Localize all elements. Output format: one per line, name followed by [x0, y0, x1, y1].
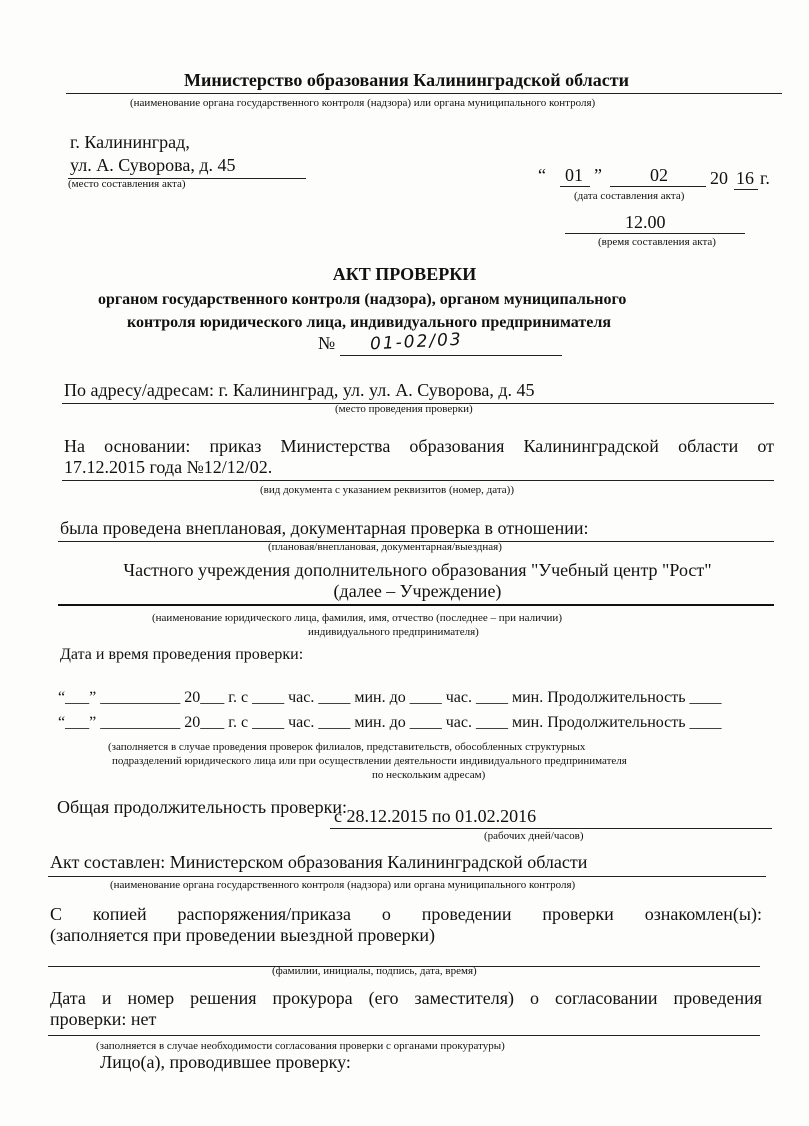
place-city: г. Калининград, [70, 132, 190, 152]
entity-underline [58, 604, 774, 606]
time-caption: (время составления акта) [598, 236, 716, 248]
duration-label: Общая продолжительность проверки: [57, 797, 347, 817]
inspection-address: По адресу/адресам: г. Калининград, ул. ул. А. Суворова, д. 45 [64, 380, 535, 400]
duration-caption: (рабочих дней/часов) [484, 830, 584, 842]
entity-name: Частного учреждения дополнительного образования "Учебный центр "Рост" [123, 560, 712, 580]
act-number-label: № [318, 333, 336, 353]
entity-caption-line1: (наименование юридического лица, фамилия, имя, отчество (последнее – при наличии) [152, 612, 562, 624]
ministry-underline [66, 93, 782, 94]
prosecutor-decision-line1: Дата и номер решения прокурора (его заместителя) о согласовании проведения [50, 988, 762, 1008]
datetime-caption-line3: по нескольким адресам) [372, 769, 486, 781]
date-month-underline [610, 186, 706, 187]
basis-line2: 17.12.2015 года №12/12/02. [64, 457, 273, 477]
place-street: ул. А. Суворова, д. 45 [70, 155, 236, 175]
datetime-caption-line1: (заполняется в случае проведения проверок филиалов, представительств, обособленных структурных [108, 741, 586, 753]
compiled-by-caption: (наименование органа государственного контроля (надзора) или органа муниципального контроля) [110, 879, 576, 891]
date-day: 01 [565, 165, 583, 185]
basis-caption: (вид документа с указанием реквизитов (номер, дата)) [260, 484, 514, 496]
duration-value: с 28.12.2015 по 01.02.2016 [334, 806, 537, 826]
date-caption: (дата составления акта) [574, 190, 685, 202]
datetime-caption-line2: подразделений юридического лица или при осуществлении деятельности индивидуального предпринимателя [112, 755, 627, 767]
date-open-quote: “ [538, 165, 546, 185]
inspection-type-caption: (плановая/внеплановая, документарная/выездная) [268, 541, 502, 553]
prosecutor-decision-underline [48, 1035, 760, 1036]
time-value: 12.00 [625, 212, 666, 232]
date-day-underline [560, 186, 590, 187]
prosecutor-decision-line2: проверки: нет [50, 1009, 157, 1029]
copy-acknowledgement-caption: (фамилии, инициалы, подпись, дата, время) [272, 965, 477, 977]
date-year-suffix: 16 [736, 168, 754, 188]
prosecutor-decision-caption: (заполняется в случае необходимости согласования проверки с органами прокуратуры) [96, 1040, 505, 1052]
datetime-label: Дата и время проведения проверки: [60, 646, 304, 663]
compiled-by-underline [48, 876, 766, 877]
date-year-prefix: 20 [710, 168, 728, 188]
inspector-label: Лицо(а), проводившее проверку: [100, 1052, 351, 1072]
time-underline [565, 233, 745, 234]
duration-underline [330, 828, 772, 829]
basis-line1: На основании: приказ Министерства образования Калининградской области от [64, 436, 774, 456]
entity-short-name: (далее – Учреждение) [333, 581, 502, 601]
ministry-caption: (наименование органа государственного контроля (надзора) или органа муниципального контроля) [130, 97, 596, 109]
datetime-row-2: “___” __________ 20___ г. с ____ час. ____ мин. до ____ час. ____ мин. Продолжительность ____ [58, 714, 722, 731]
inspection-type: была проведена внеплановая, документарная проверка в отношении: [60, 518, 589, 538]
act-subtitle-line1: органом государственного контроля (надзора), органом муниципального [98, 291, 627, 308]
datetime-row-1: “___” __________ 20___ г. с ____ час. ____ мин. до ____ час. ____ мин. Продолжительность ____ [58, 689, 722, 706]
address-caption: (место проведения проверки) [335, 403, 473, 415]
entity-caption-line2: индивидуального предпринимателя) [308, 626, 479, 638]
basis-underline [62, 480, 774, 481]
act-subtitle-line2: контроля юридического лица, индивидуального предпринимателя [127, 314, 611, 331]
act-number-handwritten: 01-02/03 [369, 329, 464, 355]
place-caption: (место составления акта) [68, 178, 186, 190]
copy-acknowledgement-line1: С копией распоряжения/приказа о проведении проверки ознакомлен(ы): [50, 904, 762, 924]
act-title: АКТ ПРОВЕРКИ [332, 264, 477, 284]
date-month: 02 [650, 165, 668, 185]
date-year-underline [734, 189, 758, 190]
ministry-name: Министерство образования Калининградской области [184, 70, 629, 90]
date-year-unit: г. [760, 168, 770, 188]
copy-acknowledgement-line2: (заполняется при проведении выездной проверки) [50, 925, 435, 945]
date-close-quote: ” [594, 165, 602, 185]
compiled-by: Акт составлен: Министерском образования Калининградской области [50, 852, 588, 872]
act-number-underline [340, 355, 562, 356]
